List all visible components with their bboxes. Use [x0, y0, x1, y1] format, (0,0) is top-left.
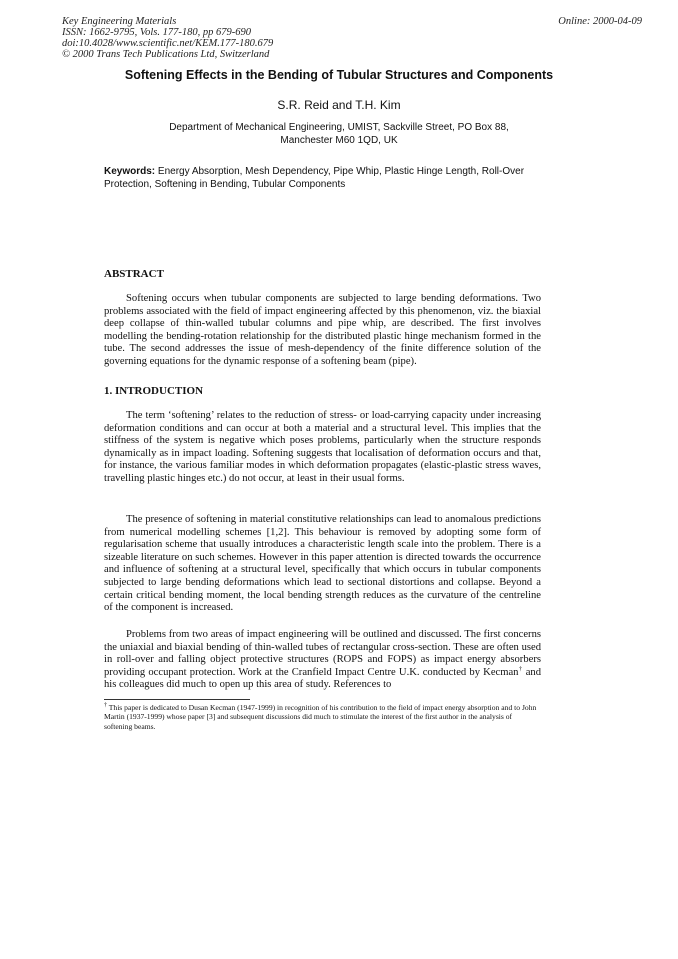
journal-name: Key Engineering Materials: [62, 16, 177, 27]
issn-line: ISSN: 1662-9795, Vols. 177-180, pp 679-690: [62, 27, 251, 38]
intro-p3-part-b: and his colleagues did much to open up this area of study. References to: [104, 666, 542, 691]
paper-authors: S.R. Reid and T.H. Kim: [277, 98, 401, 112]
footnote: [104, 703, 541, 731]
intro-paragraph-1: The term ‘softening’ relates to the reduction of stress- or load-carrying capacity under increasing deformation conditions and can occur at both a material and a structural level. This implies that the stiffness of the system is negative which poses problems, particularly when the structure responds dynamically as in impact loading. Softening suggests that localisation of deformation occurs and that, for instance, the various familiar modes in which deformation propagates (elastic-plastic stress waves, travelling plastic hinges etc.) do not occur, at least in their usual forms.: [104, 410, 541, 484]
abstract-heading: ABSTRACT: [104, 268, 164, 280]
online-date: Online: 2000-04-09: [558, 16, 642, 27]
keywords: [104, 166, 540, 191]
intro-paragraph-2: The presence of softening in material constitutive relationships can lead to anomalous predictions from numerical modelling schemes [1,2]. This behaviour is removed by adopting some form of regularisation scheme that usually introduces a characteristic length scale into the problem. There is a sizeable literature on such schemes. However in this paper attention is directed towards the occurrence and influence of softening at a structural level, specifically that which occurs in tubular components subjected to large bending deformations which lead to sectional distortions and collapse. Beyond a certain critical bending moment, the local bending strength reduces as the curvature of the centreline of the component is increased.: [104, 514, 541, 614]
footnote-text: This paper is dedicated to Dusan Kecman (1947-1999) in recognition of his contribution to the field of impact energy absorption and to John Martin (1937-1999) whose paper [3] and subsequent discussions did much to stimulate the interest of the first author in the analysis of softening beams.: [104, 703, 537, 731]
introduction-heading: 1. INTRODUCTION: [104, 385, 204, 397]
affiliation-line-1: Department of Mechanical Engineering, UMIST, Sackville Street, PO Box 88,: [169, 122, 509, 133]
footnote-reference: †: [518, 666, 523, 673]
journal-header: [62, 16, 273, 60]
keywords-label: Keywords:: [104, 166, 156, 177]
affiliation: [130, 122, 548, 147]
abstract-paragraph: Softening occurs when tubular components are subjected to large bending deformations. Two problems associated with the field of impact engineering affected by this phenomenon, viz. the biaxial deep collapse of thin-walled tubular columns and pipe whip, are described. The first involves modelling the bending-rotation relationship for the distributed plastic hinge mechanism formed in the tube. The second addresses the issue of mesh-dependency of the finite difference solution of the governing equations for the dynamic response of a softening beam (pipe).: [104, 293, 541, 367]
doi-line: doi:10.4028/www.scientific.net/KEM.177-180.679: [62, 38, 274, 49]
intro-p3-part-a: Problems from two areas of impact engineering will be outlined and discussed. The first concerns the uniaxial and biaxial bending of thin-walled tubes of rectangular cross-section. These are often used in roll-over and falling object protective structures (ROPS and FOPS) as impact energy absorbers providing occupant protection. Work at the Cranfield Impact Centre U.K. conducted by Kecman: [104, 629, 541, 678]
intro-paragraph-3: [104, 629, 541, 692]
footnote-mark: †: [104, 702, 107, 709]
paper-title: Softening Effects in the Bending of Tubular Structures and Components: [124, 68, 554, 82]
footnote-divider: [104, 699, 250, 700]
keywords-text: Energy Absorption, Mesh Dependency, Pipe Whip, Plastic Hinge Length, Roll-Over Protection, Softening in Bending, Tubular Components: [104, 166, 525, 190]
copyright-line: © 2000 Trans Tech Publications Ltd, Switzerland: [62, 49, 270, 60]
affiliation-line-2: Manchester M60 1QD, UK: [280, 134, 398, 146]
